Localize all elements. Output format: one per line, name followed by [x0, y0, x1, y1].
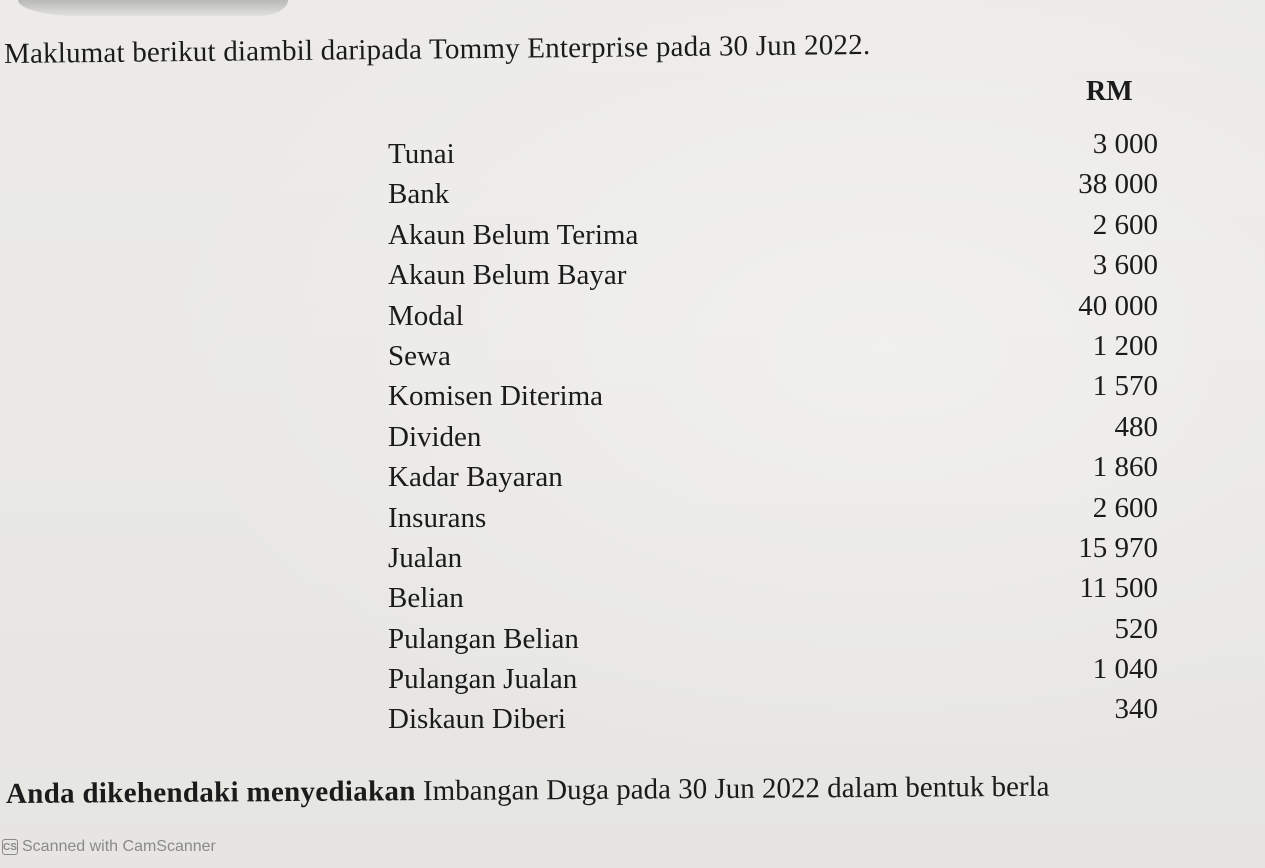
instruction-text: [6, 771, 1050, 811]
ledger-row: [388, 128, 1168, 168]
ledger-row: [388, 492, 1168, 532]
ledger-row: [388, 532, 1168, 572]
ledger-label: Akaun Belum Bayar: [388, 259, 627, 292]
ledger-amount: 1 570: [1092, 370, 1158, 403]
ledger-label: Pulangan Belian: [388, 622, 579, 655]
instruction-rest: Imbangan Duga pada 30 Jun 2022 dalam bentuk berla: [415, 770, 1050, 808]
intro-text: Maklumat berikut diambil daripada Tommy Enterprise pada 30 Jun 2022.: [3, 28, 871, 70]
ledger-row: [388, 209, 1168, 249]
camscanner-logo-icon: CS: [2, 839, 18, 855]
ledger-amount: 15 970: [1078, 531, 1158, 564]
camscanner-text: Scanned with CamScanner: [22, 838, 216, 855]
ledger-amount: 520: [1114, 612, 1158, 645]
ledger-amount: 1 200: [1092, 329, 1158, 362]
ledger-label: Pulangan Jualan: [388, 663, 578, 696]
ledger-amount: 1 040: [1092, 653, 1158, 686]
ledger-row: [388, 451, 1168, 494]
ledger-row: [388, 411, 1168, 451]
page-edge-scrap: [18, 0, 288, 16]
ledger-amount: 40 000: [1078, 289, 1158, 322]
ledger-row: [388, 249, 1168, 292]
ledger-list: [388, 128, 1168, 734]
ledger-amount: 480: [1114, 410, 1158, 443]
ledger-label: Dividen: [388, 420, 482, 453]
instruction-bold: Anda dikehendaki menyediakan: [5, 775, 416, 810]
ledger-label: Diskaun Diberi: [388, 703, 566, 736]
ledger-row: [388, 168, 1168, 211]
ledger-label: Kadar Bayaran: [388, 461, 563, 494]
ledger-label: Modal: [388, 299, 464, 332]
ledger-row: [388, 290, 1168, 330]
ledger-amount: 340: [1114, 693, 1158, 726]
ledger-label: Belian: [388, 582, 464, 615]
ledger-amount: 1 860: [1092, 451, 1158, 484]
ledger-amount: 3 600: [1092, 249, 1158, 282]
ledger-label: Tunai: [388, 138, 455, 170]
ledger-row: [388, 693, 1168, 736]
ledger-label: Sewa: [388, 339, 451, 372]
ledger-label: Akaun Belum Terima: [388, 218, 639, 251]
ledger-row: [388, 330, 1168, 370]
ledger-row: [388, 613, 1168, 653]
ledger-amount: 2 600: [1092, 208, 1158, 241]
ledger-amount: 2 600: [1092, 491, 1158, 524]
ledger-row: [388, 572, 1168, 615]
ledger-amount: 38 000: [1078, 168, 1158, 201]
ledger-amount: 11 500: [1079, 572, 1158, 605]
ledger-label: Komisen Diterima: [388, 380, 604, 413]
camscanner-watermark: [2, 838, 216, 856]
ledger-label: Jualan: [388, 541, 463, 574]
ledger-row: [388, 653, 1168, 696]
ledger-row: [388, 370, 1168, 413]
ledger-label: Bank: [388, 178, 450, 211]
ledger-label: Insurans: [388, 501, 487, 534]
ledger-amount: 3 000: [1092, 128, 1158, 160]
currency-header: RM: [1086, 76, 1133, 107]
